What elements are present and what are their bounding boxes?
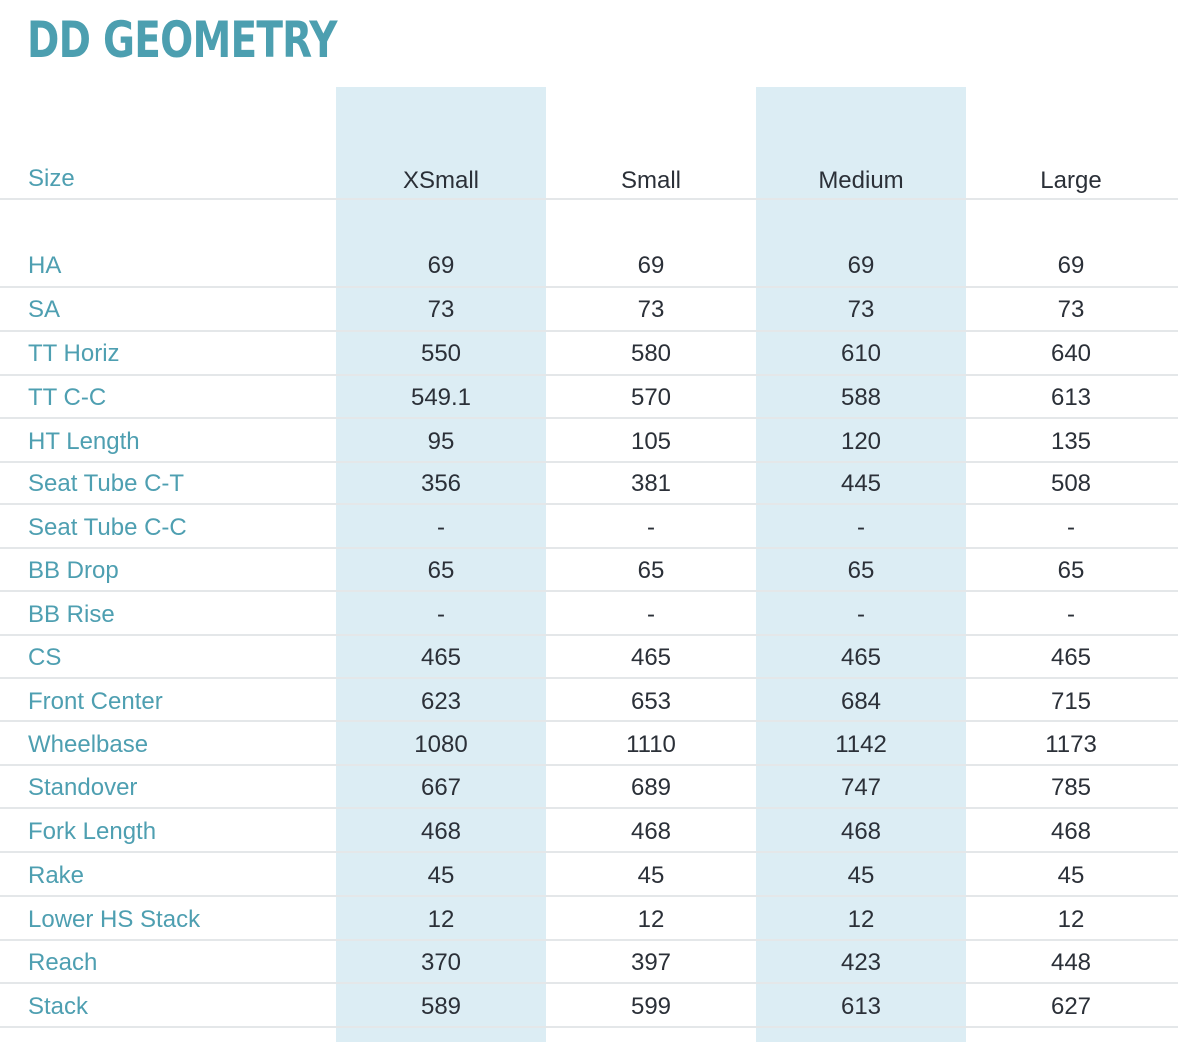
value-cell-xsmall: 589 [420,993,462,1020]
row-divider [0,547,1178,549]
value-cell-medium: 465 [840,644,882,671]
value-cell-xsmall: 95 [427,428,455,455]
value-cell-medium: 120 [840,428,882,455]
value-cell-small: 69 [637,252,665,279]
row-label: Standover [28,774,138,801]
value-cell-xsmall: 45 [427,862,455,889]
value-cell-medium: 588 [840,384,882,411]
value-cell-medium: 423 [840,949,882,976]
value-cell-small: 397 [630,949,672,976]
row-divider [0,1026,1178,1028]
value-cell-medium: - [857,514,865,541]
value-cell-large: 785 [1050,774,1092,801]
row-divider [0,807,1178,809]
value-cell-medium: 45 [847,862,875,889]
row-divider [0,764,1178,766]
value-cell-medium: 73 [847,296,875,323]
value-cell-medium: - [857,601,865,628]
row-divider [0,895,1178,897]
row-divider [0,503,1178,505]
value-cell-small: - [647,514,655,541]
value-cell-small: - [647,601,655,628]
value-cell-large: 715 [1050,688,1092,715]
row-label: TT Horiz [28,340,120,367]
value-cell-xsmall: 370 [420,949,462,976]
size-header-label: Size [28,165,75,192]
value-cell-large: 135 [1050,428,1092,455]
header-divider [0,198,1178,200]
row-label: Wheelbase [28,731,149,758]
value-cell-large: 12 [1057,906,1085,933]
value-cell-small: 468 [630,818,672,845]
value-cell-xsmall: 623 [420,688,462,715]
row-divider [0,461,1178,463]
value-cell-xsmall: 465 [420,644,462,671]
row-label: Seat Tube C-C [28,514,187,541]
size-header-xsmall: XSmall [402,167,480,194]
value-cell-xsmall: 1080 [414,731,468,758]
row-label: HT Length [28,428,140,455]
row-label: Fork Length [28,818,157,845]
value-cell-small: 465 [630,644,672,671]
row-label: BB Drop [28,557,119,584]
value-cell-small: 73 [637,296,665,323]
value-cell-medium: 613 [840,993,882,1020]
row-divider [0,939,1178,941]
value-cell-small: 580 [630,340,672,367]
page-title: DD GEOMETRY [27,11,337,69]
value-cell-xsmall: 468 [420,818,462,845]
row-divider [0,634,1178,636]
value-cell-xsmall: - [437,601,445,628]
value-cell-large: 1173 [1045,731,1097,758]
value-cell-large: 613 [1050,384,1092,411]
value-cell-large: 627 [1050,993,1092,1020]
value-cell-small: 570 [630,384,672,411]
value-cell-medium: 445 [840,470,882,497]
value-cell-medium: 468 [840,818,882,845]
row-divider [0,374,1178,376]
row-label: BB Rise [28,601,115,628]
row-label: HA [28,252,62,279]
row-divider [0,286,1178,288]
row-label: Front Center [28,688,163,715]
row-label: Rake [28,862,85,889]
value-cell-xsmall: 550 [420,340,462,367]
value-cell-small: 599 [630,993,672,1020]
value-cell-small: 45 [637,862,665,889]
size-header-medium: Medium [818,167,904,194]
value-cell-medium: 65 [847,557,875,584]
value-cell-large: 65 [1057,557,1085,584]
value-cell-large: 508 [1050,470,1092,497]
row-divider [0,677,1178,679]
row-label: TT C-C [28,384,107,411]
value-cell-large: - [1067,514,1075,541]
value-cell-xsmall: 69 [427,252,455,279]
value-cell-small: 1110 [626,731,676,758]
value-cell-medium: 1142 [835,731,887,758]
value-cell-large: 465 [1050,644,1092,671]
row-divider [0,982,1178,984]
value-cell-small: 689 [630,774,672,801]
row-label: Stack [28,993,89,1020]
value-cell-large: 73 [1057,296,1085,323]
row-label: Seat Tube C-T [28,470,185,497]
value-cell-xsmall: 73 [427,296,455,323]
value-cell-medium: 684 [840,688,882,715]
value-cell-medium: 610 [840,340,882,367]
size-header-large: Large [1040,167,1102,194]
value-cell-xsmall: 12 [427,906,455,933]
value-cell-xsmall: 549.1 [410,384,472,411]
value-cell-medium: 747 [840,774,882,801]
size-header-small: Small [620,167,681,194]
value-cell-small: 653 [630,688,672,715]
row-divider [0,590,1178,592]
value-cell-large: 468 [1050,818,1092,845]
value-cell-xsmall: 667 [420,774,462,801]
row-label: CS [28,644,62,671]
value-cell-small: 381 [630,470,672,497]
row-divider [0,417,1178,419]
value-cell-small: 12 [637,906,665,933]
value-cell-xsmall: 356 [420,470,462,497]
value-cell-xsmall: 65 [427,557,455,584]
row-label: Lower HS Stack [28,906,201,933]
value-cell-medium: 69 [847,252,875,279]
value-cell-large: 448 [1050,949,1092,976]
value-cell-medium: 12 [847,906,875,933]
value-cell-large: 69 [1057,252,1085,279]
row-divider [0,851,1178,853]
row-label: SA [28,296,61,323]
value-cell-small: 105 [630,428,672,455]
value-cell-large: - [1067,601,1075,628]
value-cell-xsmall: - [437,514,445,541]
row-divider [0,720,1178,722]
row-label: Reach [28,949,98,976]
row-divider [0,330,1178,332]
value-cell-small: 65 [637,557,665,584]
value-cell-large: 45 [1057,862,1085,889]
value-cell-large: 640 [1050,340,1092,367]
